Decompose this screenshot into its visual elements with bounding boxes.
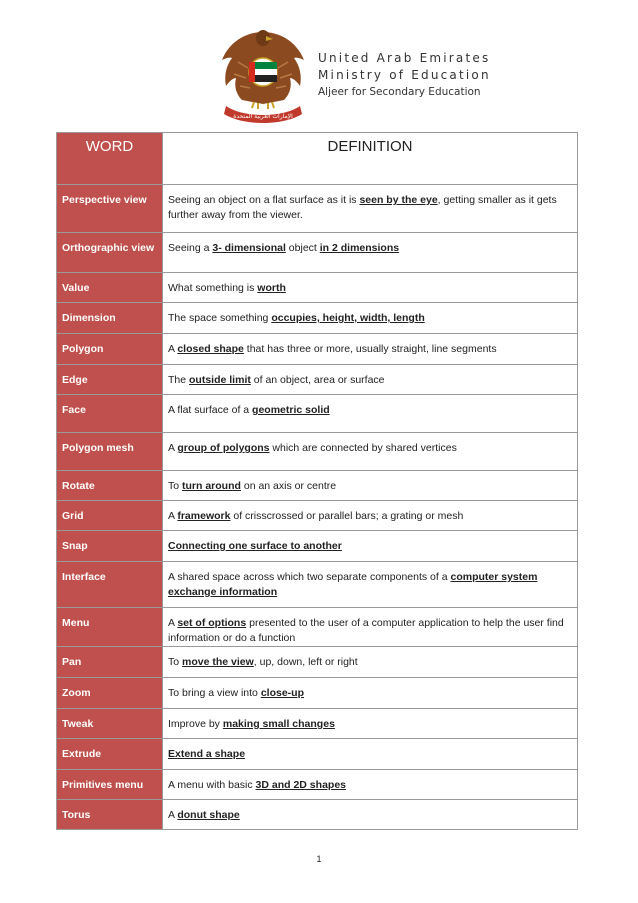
school-name: Aljeer for Secondary Education [318, 86, 481, 98]
page-number: 1 [316, 854, 322, 864]
table-row [57, 562, 578, 608]
definition-text: Seeing a [168, 242, 213, 254]
definition-cell [163, 185, 578, 233]
term-cell: Orthographic view [57, 233, 163, 273]
definition-cell [163, 678, 578, 709]
definition-text: What something is [168, 282, 258, 294]
definition-text: The space something [168, 312, 272, 324]
definition-text: A [168, 617, 178, 629]
key-phrase: framework [177, 510, 231, 522]
table-row [57, 185, 578, 233]
table-row [57, 303, 578, 334]
page-header [0, 0, 638, 130]
definition-cell [163, 608, 578, 647]
term-cell: Rotate [57, 471, 163, 501]
term-cell: Edge [57, 365, 163, 395]
definition-cell [163, 501, 578, 531]
definition-text: , getting smaller as it gets further away from the viewer. [168, 194, 557, 221]
key-phrase: occupies, height, width, length [271, 312, 425, 324]
table-row [57, 233, 578, 273]
definition-text: presented to the user of a computer application to help the user find information or do a function [168, 617, 564, 644]
definition-text: on an axis or centre [240, 480, 337, 492]
table-row [57, 739, 578, 770]
key-phrase: worth [257, 282, 286, 294]
table-row [57, 678, 578, 709]
vocabulary-table [56, 132, 578, 830]
term-cell: Interface [57, 562, 163, 608]
definition-cell [163, 800, 578, 830]
term-cell: Perspective view [57, 185, 163, 233]
term-cell: Snap [57, 531, 163, 562]
key-phrase: 3- dimensional [212, 242, 286, 254]
table-row [57, 501, 578, 531]
definition-text: Improve by [168, 718, 223, 730]
definition-text: , up, down, left or right [253, 656, 358, 668]
definition-text: that has three or more, usually straight, line segments [243, 343, 497, 355]
key-phrase: move the view [182, 656, 254, 668]
table-row [57, 365, 578, 395]
term-cell: Polygon mesh [57, 433, 163, 471]
key-phrase: 3D and 2D shapes [255, 779, 346, 791]
term-cell: Primitives menu [57, 770, 163, 800]
svg-text:الإمارات العربية المتحدة: الإمارات العربية المتحدة [233, 113, 293, 120]
definition-text: A [168, 343, 178, 355]
term-cell: Tweak [57, 709, 163, 739]
key-phrase: in 2 dimensions [319, 242, 400, 254]
key-phrase: set of options [177, 617, 247, 629]
definition-text: A [168, 809, 178, 821]
term-cell: Face [57, 395, 163, 433]
ministry-title [318, 50, 491, 100]
definition-cell [163, 739, 578, 770]
term-cell: Dimension [57, 303, 163, 334]
key-phrase: Extend a shape [168, 748, 246, 760]
definition-text: A [168, 510, 178, 522]
key-phrase: Connecting one surface to another [168, 540, 342, 552]
definition-cell [163, 647, 578, 678]
table-row [57, 647, 578, 678]
definition-cell [163, 709, 578, 739]
definition-cell [163, 433, 578, 471]
key-phrase: group of polygons [177, 442, 270, 454]
table-row [57, 709, 578, 739]
key-phrase: turn around [182, 480, 241, 492]
key-phrase: donut shape [177, 809, 240, 821]
definition-text: A menu with basic [168, 779, 256, 791]
term-cell: Polygon [57, 334, 163, 365]
table-row [57, 433, 578, 471]
definition-cell [163, 562, 578, 608]
key-phrase: seen by the eye [359, 194, 438, 206]
definition-cell [163, 471, 578, 501]
definition-cell [163, 303, 578, 334]
definition-text: A [168, 442, 178, 454]
key-phrase: outside limit [189, 374, 251, 386]
definition-text: To [168, 656, 183, 668]
term-cell: Value [57, 273, 163, 303]
table-header-row [57, 133, 578, 185]
table-row [57, 531, 578, 562]
key-phrase: close-up [260, 687, 304, 699]
definition-text: The [168, 374, 190, 386]
table-row [57, 471, 578, 501]
uae-falcon-emblem-icon [218, 22, 308, 128]
term-cell: Torus [57, 800, 163, 830]
term-cell: Extrude [57, 739, 163, 770]
definition-text: which are connected by shared vertices [269, 442, 457, 454]
definition-text: A shared space across which two separate components of a [168, 571, 451, 583]
term-cell: Pan [57, 647, 163, 678]
definition-cell [163, 233, 578, 273]
term-cell: Grid [57, 501, 163, 531]
key-phrase: computer system exchange information [168, 571, 538, 598]
definition-text: of crisscrossed or parallel bars; a grating or mesh [230, 510, 464, 522]
term-cell: Zoom [57, 678, 163, 709]
key-phrase: making small changes [222, 718, 335, 730]
header-word: WORD [57, 133, 163, 185]
definition-cell [163, 395, 578, 433]
header-definition: DEFINITION [163, 133, 578, 185]
key-phrase: geometric solid [252, 404, 330, 416]
table-row [57, 608, 578, 647]
definition-text: Seeing an object on a flat surface as it is [168, 194, 360, 206]
definition-cell [163, 531, 578, 562]
definition-text: To bring a view into [168, 687, 261, 699]
table-row [57, 800, 578, 830]
definition-cell [163, 273, 578, 303]
definition-text: of an object, area or surface [250, 374, 385, 386]
ministry-name: Ministry of Education [318, 68, 491, 82]
definition-cell [163, 770, 578, 800]
table-row [57, 395, 578, 433]
definition-cell [163, 334, 578, 365]
key-phrase: closed shape [177, 343, 244, 355]
definition-text: To [168, 480, 183, 492]
definition-text: object [285, 242, 320, 254]
definition-cell [163, 365, 578, 395]
term-cell: Menu [57, 608, 163, 647]
definition-text: A flat surface of a [168, 404, 253, 416]
country-name: United Arab Emirates [318, 51, 491, 65]
table-row [57, 770, 578, 800]
table-row [57, 273, 578, 303]
table-row [57, 334, 578, 365]
